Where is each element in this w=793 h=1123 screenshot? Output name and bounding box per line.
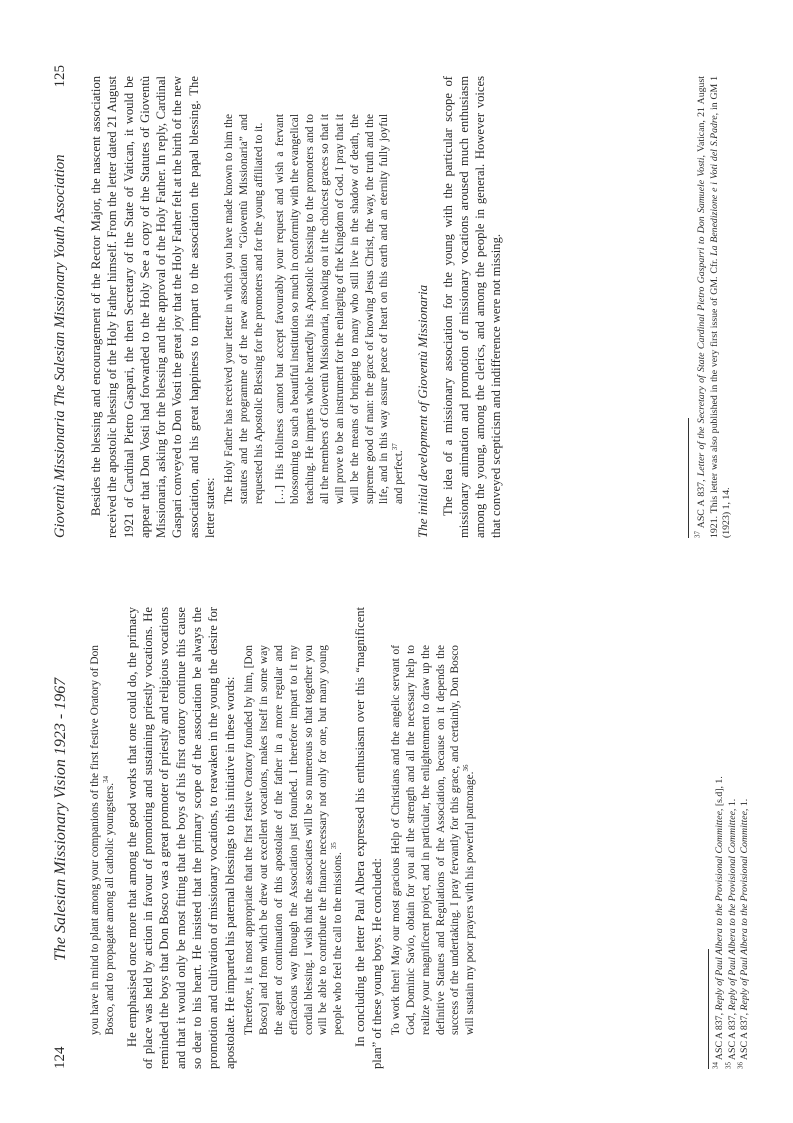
page-body	[88, 607, 484, 1069]
footnote-source: ASC A 837,	[696, 479, 707, 529]
footnote-title: Reply of Paul Albera to the Provisional Committee,	[726, 808, 738, 1011]
paragraph: Besides the blessing and encouragement of the Rector Major, the nascent association received the apostolic blessing of the Holy Father himself. From the letter dated 21 August 1921 of Cardinal Pietro Gaspari, the then Secretary of the State of Vatican, it would be appear that Don Vosti had forwarded to the Holy See a copy of the Statutes of Gioventù Missionaria, asking for the blessing and the approval of the Holy Father. In reply, Cardinal Gaspari conveyed to Don Vosti the great joy that the Holy Father felt at the birth of the new association, and his great happiness to impart to the association the papal blessing. The letter states:	[89, 76, 218, 538]
footnote-title: Letter of the Secretary of State Cardinal Pietro Gasparri to Don Samuele Vosti,	[696, 155, 707, 477]
footnote-ref: 37	[391, 443, 400, 451]
footnote-number: 37	[693, 531, 702, 538]
footnote	[724, 607, 740, 1069]
quote-text: you have in mind to plant among your companions of the first festive Oratory of Don Bosco, and to propagate among all catholic youngsters.	[89, 645, 116, 1035]
page-body	[88, 76, 505, 538]
quote-text: The Holy Father has received your letter in which you have made known to him the statutes and the programme of the new association “Gioventù Missionaria” and requested his Apostolic Blessing for the promoters and for the young affiliated to it.	[223, 114, 266, 504]
quote-text: Therefore, it is most appropriate that the first festive Oratory founded by him, [Don Bosco] and from which be drew out excellent vocations, makes itself in some way the agent of continuation of this apostolate of the father in a more regular and efficacious way through the Association just founded. I therefore impart to it my cordial blessing. I wish that the associates will be so numerous so that together you will be able to contribute the finance necessary not only for one, but many young people who feel the call to the missions.	[242, 645, 345, 1035]
page-125	[0, 41, 793, 562]
quote-text: […] His Holiness cannot but accept favourably your request and wish a fervant blossoming to such a beautiful institution so much in conformity with the evangelical teaching. He imparts whole heartedly his Apostolic blessing to the promoters and to all the members of Gioventù Missionaria, invoking on it the choicest graces so that it will prove to be an instrument for the enlarging of the Kingdom of God. I pray that it will be the means of bringing to many who still live in the shadow of death, the supreme good of man: the grace of knowing Jesus Christ, the way, the truth and the life, and in this way assure peace of heart on this earth and an eternity fully joyful and perfect.	[274, 114, 406, 504]
footnote-divider	[708, 949, 709, 1069]
page-124	[0, 572, 793, 1093]
page-number: 124	[52, 1046, 68, 1069]
footnote	[736, 607, 752, 1069]
footnotes	[711, 607, 752, 1069]
footnote-source: ASC A 837,	[726, 1012, 738, 1061]
footnote-source: ASC A 837,	[714, 1012, 725, 1061]
page-number: 125	[52, 65, 68, 88]
section-heading: The initial development of Gioventù Missionaria	[415, 284, 431, 538]
quote-text: To work then! May our most gracious Help of Christians and the angelic servant of God, Dominic Savio, obtain for you all the strength and all the necessary help to realize your magnificent project, and in particular, the enlightenment to draw up the definitive Statues and Regulations of the Association, because on it depends the success of the undertaking. I pray fervantly for this grace, and certainly, Don Bosco will sustain my poor prayers with his powerful patronage.	[389, 645, 477, 1035]
block-quote	[88, 645, 118, 1035]
footnote-number: 34	[711, 1062, 720, 1069]
footnote-divider	[688, 418, 689, 538]
footnote	[711, 607, 727, 1069]
footnote-ref: 35	[330, 842, 339, 850]
footnote-number: 35	[724, 1062, 733, 1069]
footnote-title: Reply of Paul Albera to the Provisional Committee,	[714, 808, 725, 1011]
footnote-detail: 1.	[739, 798, 750, 807]
footnote-detail: 1.	[726, 798, 738, 807]
page-header	[52, 596, 76, 1069]
block-quote	[222, 114, 267, 504]
running-title: The Salesian Missionary Vision 1923 - 1967	[52, 677, 69, 961]
footnotes	[693, 75, 734, 538]
footnote-ref: 34	[102, 775, 111, 783]
block-quote	[389, 645, 478, 1035]
footnote-source: ASC A 837,	[739, 1012, 750, 1061]
footnote-number: 36	[736, 1062, 745, 1069]
footnote-ref: 36	[462, 764, 471, 772]
footnote-detail: Vatican, 21 August 1921. This letter was also published in the very first issue of GM. Cfr.	[696, 76, 720, 538]
footnote-title: Reply of Paul Albera to the Provisional Committee,	[739, 808, 750, 1011]
running-title: Gioventù Missionaria The Salesian Missionary Youth Association	[52, 154, 68, 538]
paragraph: The idea of a missionary association for the young with the particular scope of missionary animation and promotion of missionary vocations aroused much enthusiasm among the young, among the clerics, and among the people in general. However voices that conveyed scepticism and indifference were not missing.	[440, 76, 504, 538]
footnote-detail: in GM 1 (1923) 1, 14.	[708, 75, 732, 538]
page-header	[52, 65, 76, 538]
paragraph: In concluding the letter Paul Albera expressed his enthusiasm over this “magnificent plan” of these young boys. He concluded:	[353, 607, 384, 1069]
block-quote	[242, 645, 346, 1035]
paragraph: He emphasised once more that among the good works that one could do, the primacy of place was held by action in favour of promoting and sustaining priestly vocations. He reminded the boys that Don Bosco was a great promoter of priestly and religious vocations and that it would only be most fitting that the boys of his first oratory continue this cause so dear to his heart. He insisted that the primary scope of the association be always the promotion and cultivation of missionary vocations, to reawaken in the young the desire for apostolate. He imparted his paternal blessings to this initiative in these words:	[124, 607, 237, 1069]
footnote	[693, 75, 734, 538]
footnote-title: La Benedizione e i Voti del S.Padre,	[708, 112, 720, 256]
footnote-detail: [s.d], 1.	[714, 776, 725, 807]
block-quote	[273, 114, 407, 504]
